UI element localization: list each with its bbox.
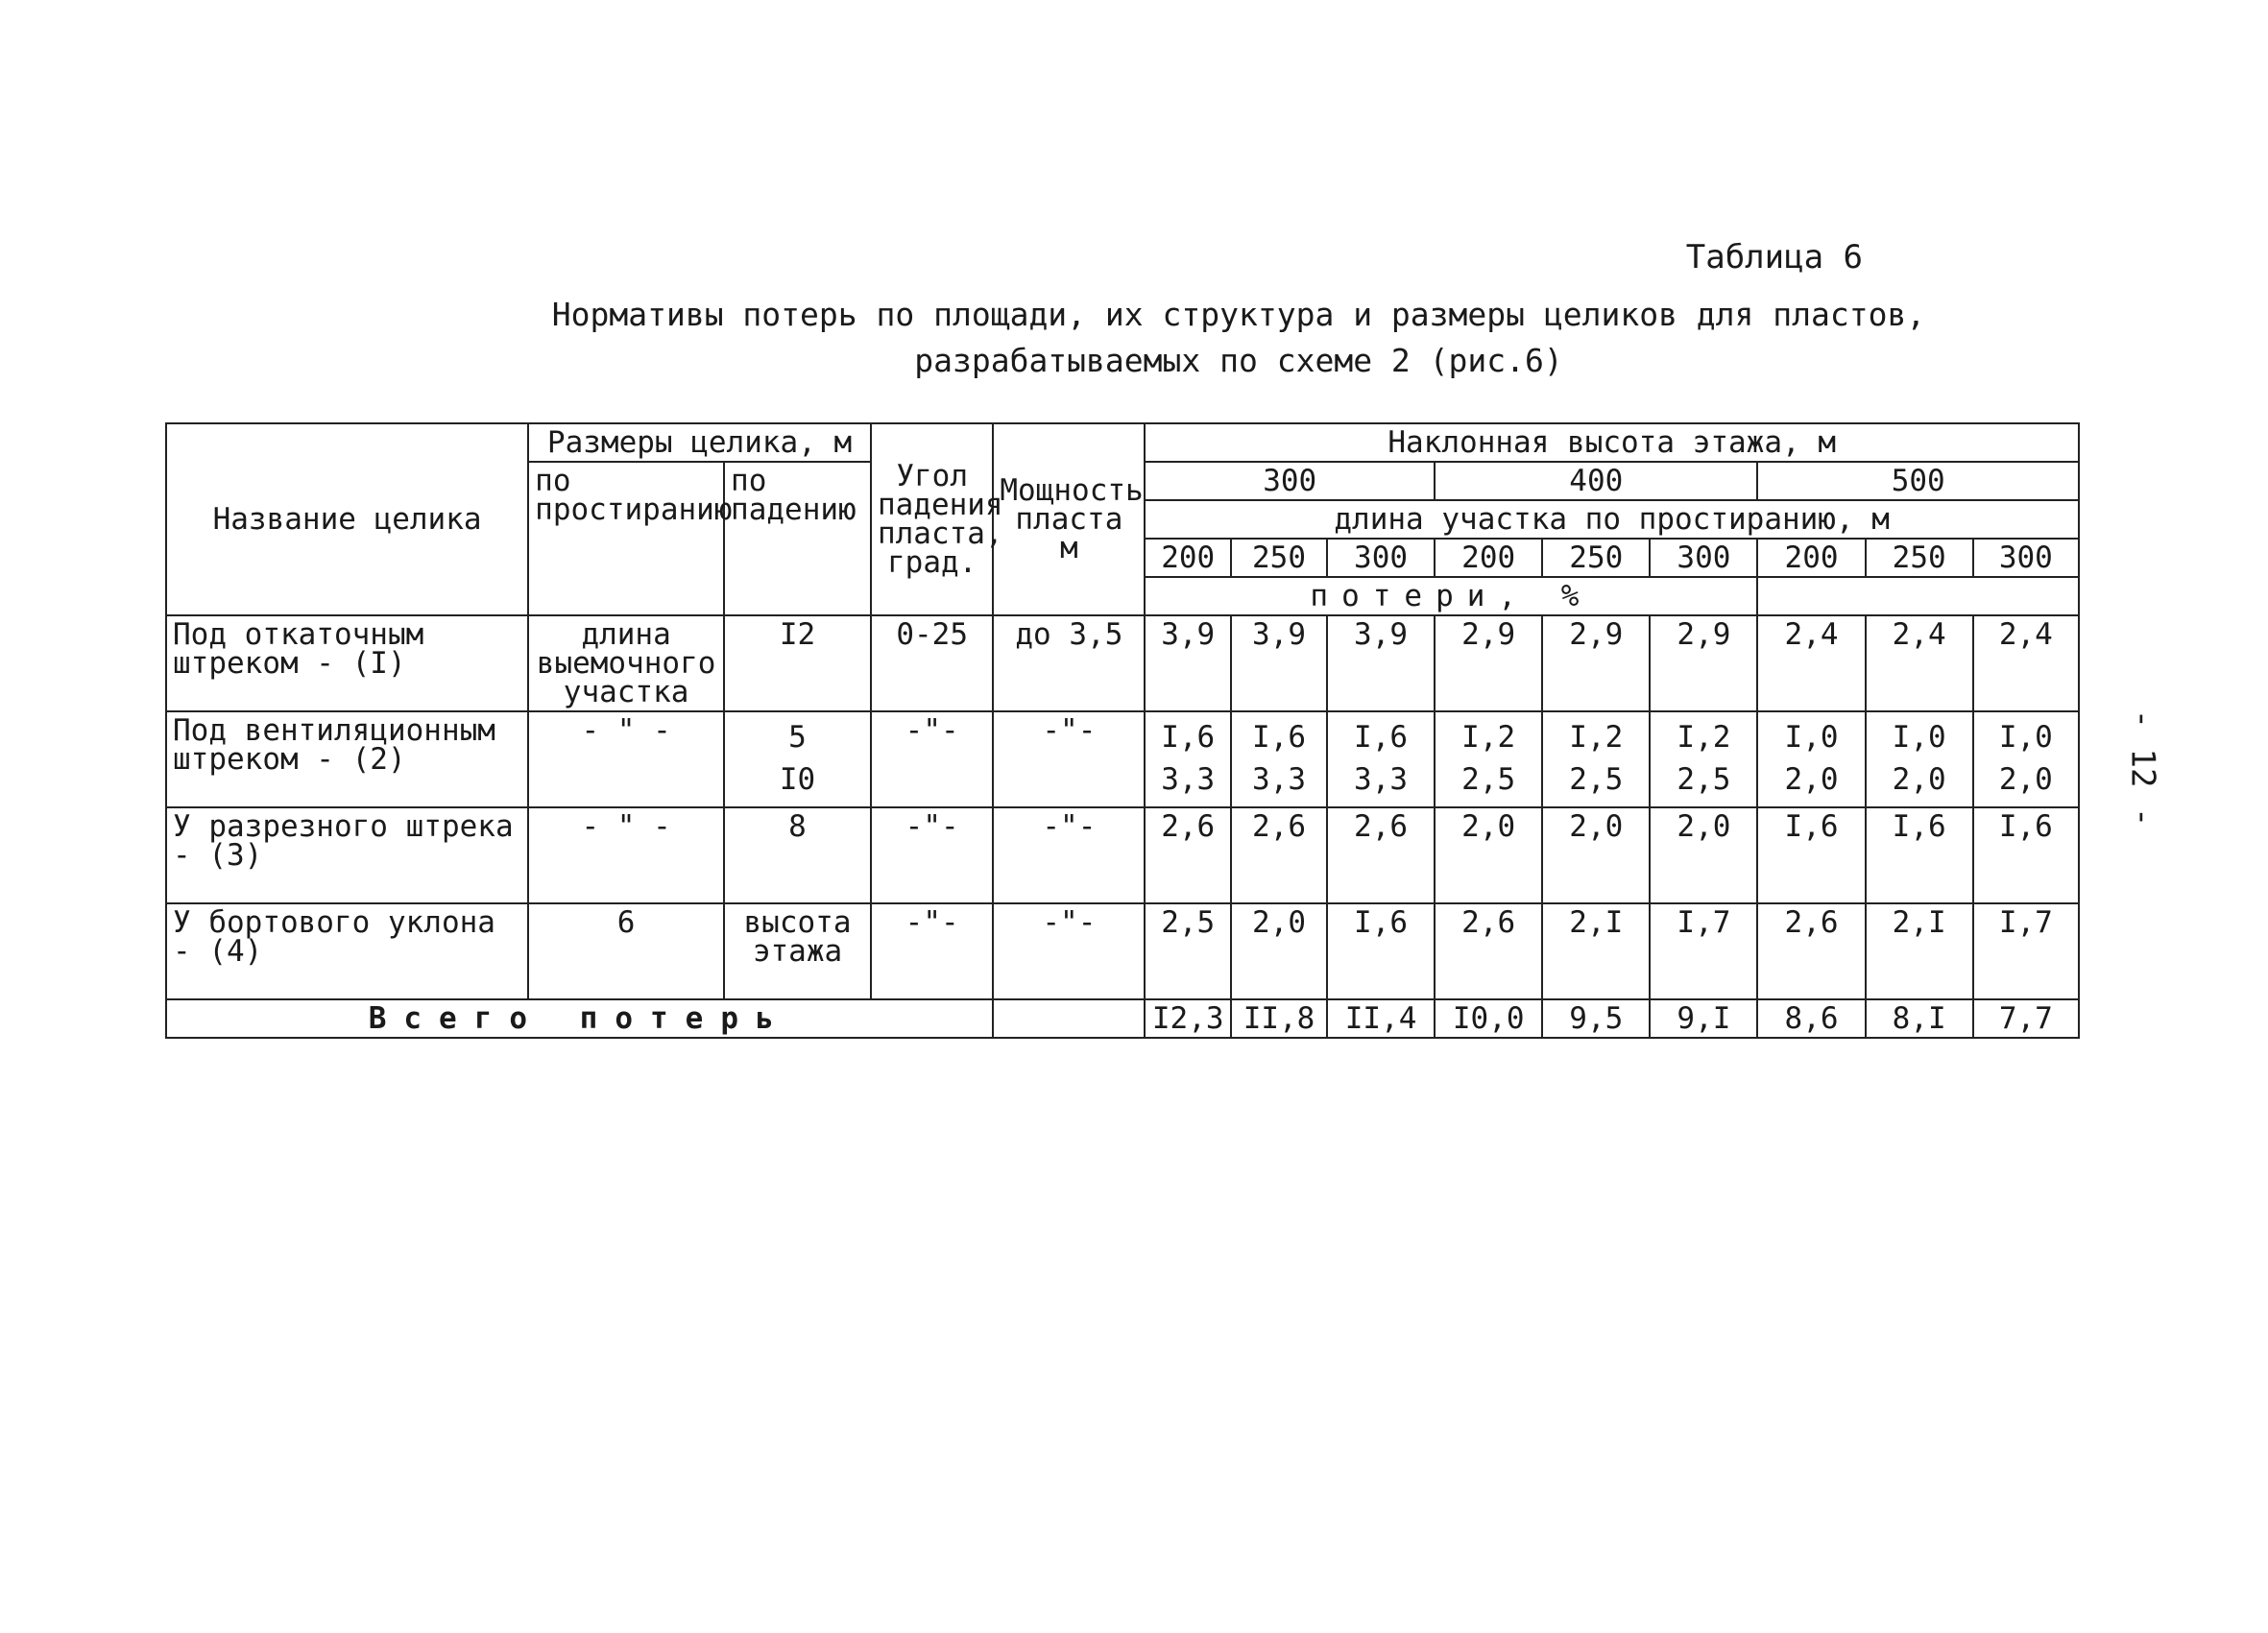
pillar-thickness: до 3,5 — [993, 615, 1145, 711]
header-name: Название целика — [166, 423, 528, 615]
loss-value: 2,0 — [1650, 807, 1757, 903]
caption-line-2: разрабатываемых по схеме 2 (рис.6) — [914, 342, 1563, 379]
loss-value-a: I,2 — [1569, 720, 1624, 755]
table-label: Таблица 6 — [1685, 238, 1863, 276]
header-length-cell: 300 — [1327, 539, 1435, 577]
total-row — [166, 999, 2079, 1038]
loss-value-b: 3,3 — [1354, 762, 1409, 797]
loss-value: 2,6 — [1757, 903, 1865, 999]
loss-value-b: 2,0 — [1784, 762, 1839, 797]
loss-value: I,6 — [1973, 807, 2079, 903]
loss-value: I,7 — [1973, 903, 2079, 999]
loss-value — [1757, 711, 1865, 807]
pillar-thickness: -"- — [993, 903, 1145, 999]
loss-value: 2,6 — [1327, 807, 1435, 903]
pillar-name: У бортового уклона - (4) — [166, 903, 528, 999]
loss-value-a: I,2 — [1461, 720, 1516, 755]
pillar-dip — [724, 711, 871, 807]
page-number: - 12 - — [2123, 708, 2162, 828]
loss-value — [1650, 711, 1757, 807]
header-height: Наклонная высота этажа, м — [1145, 423, 2079, 462]
table-row — [166, 807, 2079, 903]
loss-value: 2,9 — [1542, 615, 1650, 711]
pillar-thickness: -"- — [993, 711, 1145, 807]
loss-value — [1327, 711, 1435, 807]
header-losses-blank — [1757, 577, 2079, 615]
loss-value: 2,9 — [1650, 615, 1757, 711]
loss-value-b: 3,3 — [1252, 762, 1307, 797]
header-losses: потери, % — [1145, 577, 1757, 615]
pillar-name: Под вентиляционным штреком - (2) — [166, 711, 528, 807]
total-value: 8,I — [1866, 999, 1973, 1038]
header-sizes: Размеры целика, м — [528, 423, 871, 462]
loss-value-b: 2,5 — [1677, 762, 1731, 797]
total-value: I0,0 — [1435, 999, 1542, 1038]
loss-value: 2,I — [1542, 903, 1650, 999]
total-blank — [993, 999, 1145, 1038]
header-length-cell: 200 — [1435, 539, 1542, 577]
pillar-strike: - " - — [528, 807, 724, 903]
pillar-dip: I2 — [724, 615, 871, 711]
loss-value: 2,6 — [1231, 807, 1327, 903]
loss-value-a: I,6 — [1252, 720, 1307, 755]
header-length-cell: 250 — [1866, 539, 1973, 577]
pillar-thickness: -"- — [993, 807, 1145, 903]
header-length-cell: 250 — [1231, 539, 1327, 577]
total-value: II,8 — [1231, 999, 1327, 1038]
loss-value: 3,9 — [1231, 615, 1327, 711]
loss-value: I,6 — [1327, 903, 1435, 999]
header-height-400: 400 — [1435, 462, 1757, 500]
loss-value: 3,9 — [1327, 615, 1435, 711]
table-caption — [480, 292, 1997, 384]
table-row — [166, 903, 2079, 999]
losses-table — [165, 422, 2080, 1039]
loss-value — [1866, 711, 1973, 807]
pillar-angle: -"- — [871, 903, 993, 999]
loss-value: 2,9 — [1435, 615, 1542, 711]
loss-value-b: 2,0 — [1892, 762, 1946, 797]
loss-value: 2,6 — [1435, 903, 1542, 999]
header-strike: по простиранию — [528, 462, 724, 615]
header-height-500: 500 — [1757, 462, 2079, 500]
loss-value-a: I,6 — [1161, 720, 1216, 755]
loss-value: 2,4 — [1757, 615, 1865, 711]
header-length-cell: 200 — [1757, 539, 1865, 577]
loss-value: I,7 — [1650, 903, 1757, 999]
pillar-angle: 0-25 — [871, 615, 993, 711]
loss-value: 2,0 — [1435, 807, 1542, 903]
loss-value: 3,9 — [1145, 615, 1231, 711]
pillar-strike: 6 — [528, 903, 724, 999]
loss-value-b: 2,5 — [1569, 762, 1624, 797]
table-row — [166, 615, 2079, 711]
loss-value: I,6 — [1757, 807, 1865, 903]
pillar-dip: высота этажа — [724, 903, 871, 999]
loss-value-a: I,6 — [1354, 720, 1409, 755]
total-value: I2,3 — [1145, 999, 1231, 1038]
loss-value-a: I,0 — [1998, 720, 2053, 755]
loss-value — [1435, 711, 1542, 807]
pillar-name: Под откаточным штреком - (I) — [166, 615, 528, 711]
total-value: 8,6 — [1757, 999, 1865, 1038]
loss-value: 2,4 — [1973, 615, 2079, 711]
loss-value: 2,0 — [1542, 807, 1650, 903]
loss-value-a: I,2 — [1677, 720, 1731, 755]
loss-value: 2,I — [1866, 903, 1973, 999]
header-length-cell: 200 — [1145, 539, 1231, 577]
header-height-300: 300 — [1145, 462, 1435, 500]
loss-value: 2,5 — [1145, 903, 1231, 999]
loss-value-a: I,0 — [1892, 720, 1946, 755]
pillar-angle: -"- — [871, 711, 993, 807]
loss-value: I,6 — [1866, 807, 1973, 903]
header-angle: Угол падения пласта, град. — [871, 423, 993, 615]
pillar-dip: 8 — [724, 807, 871, 903]
total-value: II,4 — [1327, 999, 1435, 1038]
pillar-dip-a: 5 — [788, 720, 807, 755]
pillar-strike: - " - — [528, 711, 724, 807]
loss-value-b: 2,5 — [1461, 762, 1516, 797]
loss-value: 2,4 — [1866, 615, 1973, 711]
loss-value — [1231, 711, 1327, 807]
total-value: 9,I — [1650, 999, 1757, 1038]
loss-value-b: 3,3 — [1161, 762, 1216, 797]
loss-value-b: 2,0 — [1998, 762, 2053, 797]
loss-value — [1973, 711, 2079, 807]
header-length-cell: 300 — [1973, 539, 2079, 577]
header-thickness: Мощность пласта м — [993, 423, 1145, 615]
loss-value — [1542, 711, 1650, 807]
header-length: длина участка по простиранию, м — [1145, 500, 2079, 539]
caption-line-1: Нормативы потерь по площади, их структура и размеры целиков для пластов, — [551, 296, 1926, 333]
total-label: Всего потерь — [166, 999, 993, 1038]
header-length-cell: 250 — [1542, 539, 1650, 577]
table-row — [166, 711, 2079, 807]
pillar-name: У разрезного штрека - (3) — [166, 807, 528, 903]
pillar-strike: длина выемочного участка — [528, 615, 724, 711]
pillar-angle: -"- — [871, 807, 993, 903]
loss-value: 2,6 — [1145, 807, 1231, 903]
loss-value-a: I,0 — [1784, 720, 1839, 755]
total-value: 9,5 — [1542, 999, 1650, 1038]
loss-value: 2,0 — [1231, 903, 1327, 999]
header-length-cell: 300 — [1650, 539, 1757, 577]
total-value: 7,7 — [1973, 999, 2079, 1038]
header-dip: по падению — [724, 462, 871, 615]
loss-value — [1145, 711, 1231, 807]
pillar-dip-b: I0 — [779, 762, 816, 797]
